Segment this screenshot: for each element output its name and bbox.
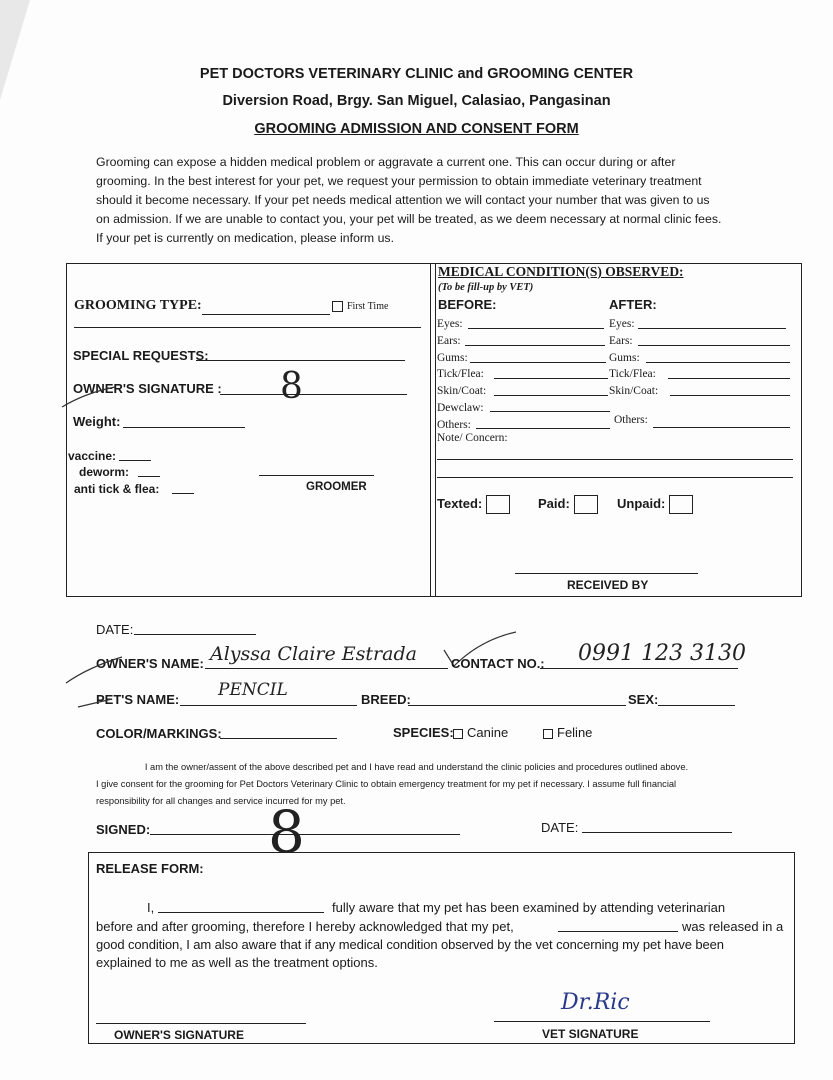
after-row: Skin/Coat:	[609, 385, 659, 398]
first-time-checkbox[interactable]	[332, 301, 388, 312]
unpaid-label: Unpaid:	[617, 495, 666, 511]
before-row: Others:	[437, 418, 471, 431]
color-field[interactable]	[220, 738, 337, 739]
pet-name-field[interactable]	[180, 705, 357, 706]
pet-name-label: PET'S NAME:	[96, 692, 180, 707]
owner-signature-label: OWNER'S SIGNATURE :	[73, 381, 222, 396]
sex-field[interactable]	[658, 705, 735, 706]
clinic-name: PET DOCTORS VETERINARY CLINIC and GROOMING CENTER	[199, 66, 634, 82]
intro-line: Grooming can expose a hidden medical problem or aggravate a current one. This can occur during or after	[96, 155, 676, 169]
color-label: COLOR/MARKINGS:	[96, 726, 222, 741]
before-row: Ears:	[437, 334, 461, 347]
signed-mark: 8	[268, 798, 305, 866]
first-time-label: First Time	[347, 301, 389, 312]
vet-sig-label: VET SIGNATURE	[542, 1027, 639, 1041]
groomer-field[interactable]	[259, 475, 374, 476]
contact-value: 0991 123 3130	[578, 641, 746, 666]
owner-name-value: Alyssa Claire Estrada	[210, 643, 417, 665]
contact-field[interactable]	[540, 668, 738, 669]
weight-label: Weight:	[73, 414, 121, 429]
contact-label: CONTACT NO.:	[451, 656, 545, 671]
after-tick-field[interactable]	[668, 378, 790, 379]
before-eyes-field[interactable]	[468, 328, 604, 329]
vaccine-field[interactable]	[119, 460, 151, 461]
after-eyes-field[interactable]	[638, 328, 786, 329]
feline-option[interactable]	[543, 725, 592, 740]
canine-option[interactable]	[453, 725, 508, 740]
before-dewclaw-field[interactable]	[490, 411, 610, 412]
before-row: Tick/Flea:	[437, 368, 484, 381]
release-i: I,	[147, 900, 155, 915]
weight-field[interactable]	[123, 427, 245, 428]
vet-sig-mark: Dr.Ric	[561, 990, 630, 1015]
before-header: BEFORE:	[438, 297, 497, 312]
groomer-label: GROOMER	[306, 481, 367, 493]
feline-label: Feline	[557, 725, 593, 740]
received-by-label: RECEIVED BY	[567, 578, 649, 592]
grooming-type-label: GROOMING TYPE:	[74, 298, 202, 313]
before-skin-field[interactable]	[494, 395, 608, 396]
before-tick-field[interactable]	[494, 378, 608, 379]
release-line-4: explained to me as well as the treatment options.	[96, 955, 378, 970]
species-label: SPECIES:	[393, 725, 454, 740]
pet-name-value: PENCIL	[218, 680, 288, 700]
after-row: Ears:	[609, 334, 633, 347]
date-label: DATE:	[96, 622, 134, 637]
owner-name-field[interactable]	[205, 668, 448, 669]
texted-checkbox[interactable]	[437, 495, 510, 514]
sex-label: SEX:	[628, 692, 659, 707]
deworm-field[interactable]	[138, 476, 160, 477]
anti-tick-label: anti tick & flea:	[74, 482, 160, 496]
special-requests-field[interactable]	[196, 360, 405, 361]
release-name-field[interactable]	[158, 912, 324, 913]
signed-field[interactable]	[150, 834, 460, 835]
intro-line: on admission. If we are unable to contact you, your pet will be treated, as we deem necessary at normal clinic fees.	[96, 212, 722, 226]
release-owner-sig-field[interactable]	[96, 1023, 306, 1024]
owner-signature-field[interactable]	[220, 394, 407, 395]
deworm-label: deworm:	[79, 465, 130, 479]
medical-subtitle: (To be fill-up by VET)	[438, 282, 534, 293]
intro-paragraph	[96, 153, 746, 248]
vet-sig-field[interactable]	[494, 1021, 710, 1022]
signed-date-label: DATE:	[541, 820, 579, 835]
note-field-2[interactable]	[437, 477, 793, 478]
form-title: GROOMING ADMISSION AND CONSENT FORM	[254, 121, 579, 137]
clinic-address: Diversion Road, Brgy. San Miguel, Calasiao, Pangasinan	[222, 93, 611, 109]
breed-label: BREED:	[361, 692, 411, 707]
release-line-2b: was released in a	[682, 919, 784, 934]
before-row: Gums:	[437, 351, 468, 364]
medical-title: MEDICAL CONDITION(S) OBSERVED:	[438, 264, 684, 279]
texted-label: Texted:	[437, 495, 483, 511]
release-owner-sig-label: OWNER'S SIGNATURE	[114, 1028, 244, 1042]
after-others-field[interactable]	[653, 427, 790, 428]
vaccine-label: vaccine:	[68, 449, 117, 463]
release-line-1: fully aware that my pet has been examined by attending veterinarian	[332, 900, 726, 915]
intro-line: grooming. In the best interest for your pet, we request your permission to obtain immediate veterinary treatment	[96, 174, 702, 188]
name-stroke	[64, 655, 124, 685]
after-others-label: Others:	[614, 414, 648, 426]
canine-label: Canine	[467, 725, 509, 740]
anti-tick-field[interactable]	[172, 493, 194, 494]
before-gums-field[interactable]	[470, 362, 606, 363]
before-row: Skin/Coat:	[437, 385, 487, 398]
after-row: Eyes:	[609, 318, 635, 330]
signed-date-field[interactable]	[582, 832, 732, 833]
owner-signature-mark: 8	[280, 366, 303, 407]
before-others-field[interactable]	[476, 428, 610, 429]
date-field[interactable]	[134, 634, 256, 635]
signature-stroke	[60, 385, 120, 410]
release-line-2a: before and after grooming, therefore I hereby acknowledged that my pet,	[96, 919, 514, 934]
received-by-field[interactable]	[515, 573, 698, 574]
before-ears-field[interactable]	[465, 345, 605, 346]
consent-line: I give consent for the grooming for Pet Doctors Veterinary Clinic to obtain emergency treatment for my pet if necessary. I assume full financial	[96, 779, 677, 789]
grooming-type-field-2[interactable]	[74, 327, 421, 328]
note-label: Note/ Concern:	[437, 432, 508, 444]
after-row: Gums:	[609, 351, 640, 364]
unpaid-checkbox[interactable]	[617, 495, 693, 514]
after-gums-field[interactable]	[646, 362, 790, 363]
intro-line: should it become necessary. If your pet needs medical attention we will contact your number that was given to us	[96, 193, 710, 207]
release-line-3: good condition, I am also aware that if any medical condition observed by the vet concerning my pet have been	[96, 937, 724, 952]
owner-name-label: OWNER'S NAME:	[96, 656, 204, 671]
breed-field[interactable]	[408, 705, 626, 706]
paid-checkbox[interactable]	[538, 495, 598, 514]
release-title: RELEASE FORM:	[96, 861, 204, 876]
consent-line: responsibility for all changes and service incurred for my pet.	[96, 796, 346, 806]
note-field-1[interactable]	[437, 459, 793, 460]
after-header: AFTER:	[609, 297, 657, 312]
after-skin-field[interactable]	[670, 395, 790, 396]
before-list	[437, 316, 486, 434]
before-row: Dewclaw:	[437, 401, 484, 414]
before-row: Eyes:	[437, 318, 463, 330]
release-pet-field[interactable]	[558, 931, 678, 932]
pet-stroke	[76, 695, 116, 709]
grooming-type-field[interactable]	[202, 314, 330, 315]
after-ears-field[interactable]	[638, 345, 790, 346]
consent-paragraph	[0, 759, 833, 810]
after-row: Tick/Flea:	[609, 368, 656, 381]
special-requests-label: SPECIAL REQUESTS:	[73, 348, 209, 363]
consent-line: I am the owner/assent of the above described pet and I have read and understand the clinic policies and procedures outlined above.	[144, 762, 689, 772]
signed-label: SIGNED:	[96, 822, 151, 837]
paid-label: Paid:	[538, 495, 570, 511]
intro-line: If your pet is currently on medication, please inform us.	[96, 231, 394, 245]
